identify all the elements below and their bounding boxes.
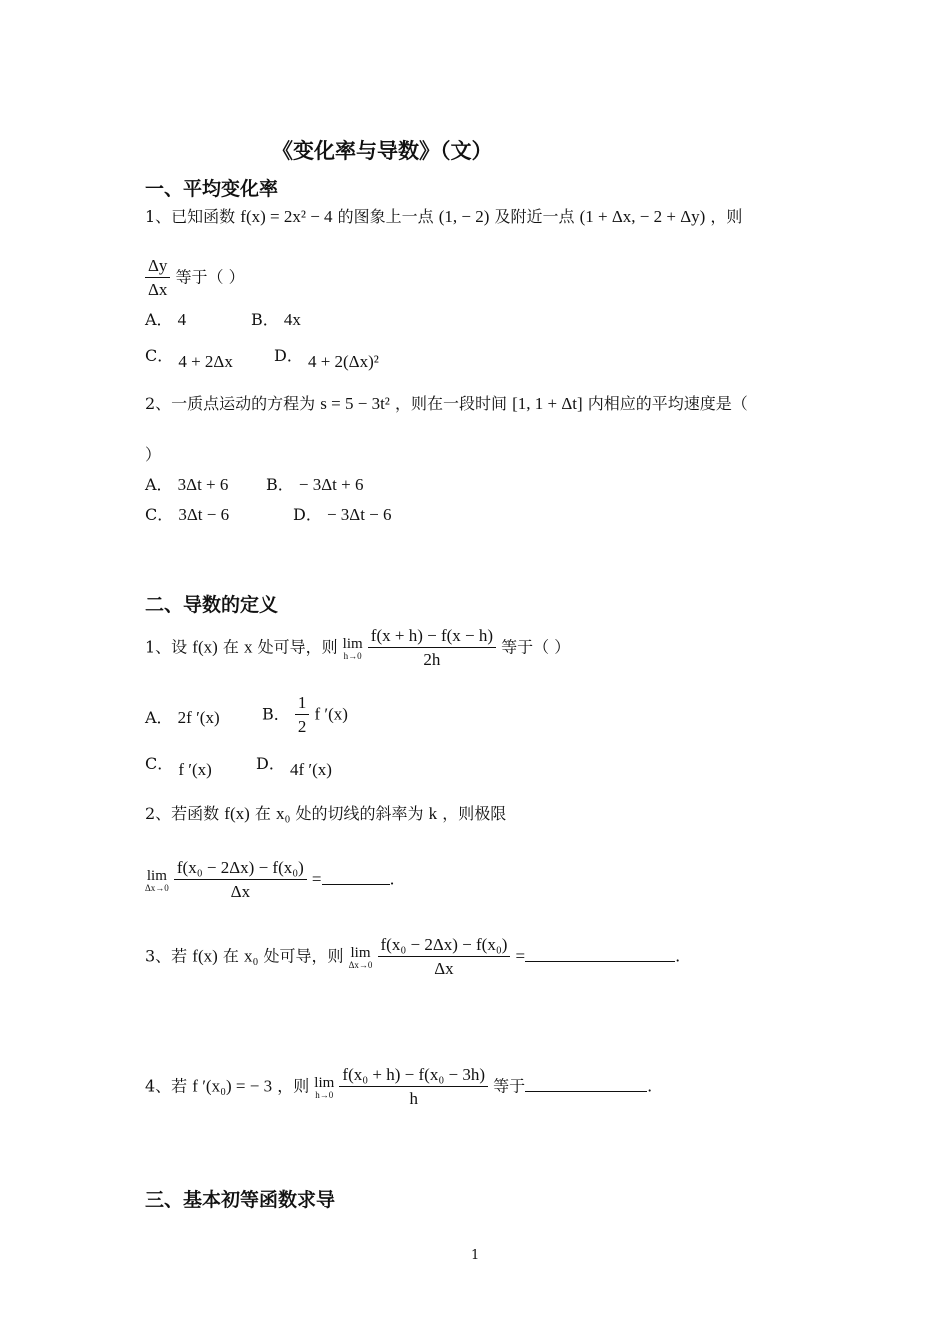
q-text: ，则极限 [442, 804, 507, 823]
q-text: 及附近一点 [494, 207, 575, 226]
q-text: 内相应的平均速度是（ [587, 394, 748, 413]
answer-blank[interactable] [525, 1091, 647, 1092]
question-1-2-close: ） [145, 445, 162, 464]
option-c [145, 343, 233, 371]
option-d [274, 343, 379, 371]
fraction [378, 935, 511, 979]
option-a [145, 472, 228, 495]
question-2-2 [145, 801, 506, 824]
question-2-2-limit [145, 858, 395, 902]
limit-subscript: Δx→0 [145, 882, 169, 893]
fraction [145, 256, 170, 300]
option-c [145, 502, 229, 525]
fraction [368, 626, 496, 670]
option-label: B． [251, 310, 279, 329]
fraction-numerator: f(x₀ − 2Δx) − f(x₀) [378, 935, 511, 957]
period: . [389, 869, 395, 889]
math-x0: x₀ [243, 946, 259, 966]
math-fx: f(x) [192, 946, 218, 966]
q-text: 2、一质点运动的方程为 [145, 394, 316, 413]
limit-subscript: Δx→0 [348, 959, 373, 970]
period: . [647, 1076, 653, 1096]
limit [343, 636, 363, 661]
period: . [675, 946, 681, 966]
option-a [145, 307, 186, 330]
limit [145, 868, 169, 893]
q-text: 4、若 [145, 1076, 188, 1096]
answer-blank[interactable] [525, 961, 675, 962]
q-text: 的图象上一点 [337, 207, 434, 226]
option-d [256, 751, 332, 779]
option-b [262, 693, 348, 737]
option-label: D． [274, 346, 303, 365]
equals-sign: = [515, 946, 526, 966]
q-text: 3、若 [145, 946, 188, 966]
math-point: (1, − 2) [438, 207, 490, 226]
math-function: f(x) = 2x² − 4 [240, 207, 333, 226]
math-fx: f(x) [224, 804, 250, 823]
section-heading-1: 一、平均变化率 [145, 178, 279, 200]
fraction-denominator: Δx [434, 959, 454, 978]
option-label: C． [145, 346, 174, 365]
limit-label: lim [314, 1074, 335, 1091]
option-value: 4 + 2Δx [178, 352, 233, 371]
math-k: k [428, 804, 438, 823]
option-value: 4 + 2(Δx)² [307, 352, 379, 371]
q-text: 处可导，则 [263, 946, 344, 966]
option-a [145, 705, 220, 728]
option-value: 4x [283, 310, 301, 329]
fraction-numerator: 1 [295, 693, 310, 715]
question-1-1-ask [145, 256, 245, 300]
option-value: f ′(x) [178, 760, 212, 779]
section-heading-2: 二、导数的定义 [145, 594, 279, 616]
q-text: ，则 [277, 1076, 310, 1096]
section-heading-3: 三、基本初等函数求导 [145, 1189, 336, 1211]
limit-subscript: h→0 [343, 650, 362, 661]
option-label: C． [145, 505, 174, 524]
option-label: A． [145, 708, 173, 727]
q-text: 在 [222, 637, 239, 657]
fraction [295, 693, 310, 737]
fraction-numerator: f(x₀ + h) − f(x₀ − 3h) [339, 1065, 488, 1087]
math-interval: [1, 1 + Δt] [512, 394, 583, 413]
q-text: 在 [222, 946, 239, 966]
math-x0: x₀ [275, 804, 291, 823]
question-2-1 [145, 626, 570, 670]
page-number: 1 [471, 1248, 480, 1263]
q-text: 在 [254, 804, 271, 823]
q-text: 处的切线的斜率为 [295, 804, 424, 823]
fraction-denominator: 2 [297, 717, 307, 736]
option-label: C． [145, 754, 174, 773]
question-1-2 [145, 391, 748, 414]
math-point-2: (1 + Δx, − 2 + Δy) [579, 207, 706, 226]
limit-label: lim [146, 867, 167, 884]
option-c [145, 751, 212, 779]
option-value: 4 [177, 310, 187, 329]
math-equation: s = 5 − 3t² [320, 394, 390, 413]
fraction-numerator: f(x₀ − 2Δx) − f(x₀) [174, 858, 307, 880]
option-b [266, 472, 363, 495]
option-value: 3Δt − 6 [178, 505, 230, 524]
q-text: 2、若函数 [145, 804, 220, 823]
limit-label: lim [350, 944, 371, 961]
option-value: 2f ′(x) [177, 708, 220, 727]
equals-sign: = [311, 869, 322, 889]
question-1-1 [145, 204, 742, 227]
fraction [339, 1065, 488, 1109]
limit [349, 945, 373, 970]
q-text: ，则在一段时间 [395, 394, 508, 413]
option-label: B． [266, 475, 294, 494]
option-value: f ′(x) [314, 704, 348, 724]
q-text: 等于 [493, 1076, 526, 1096]
fraction-denominator: Δx [230, 882, 251, 901]
q-text: 等于（ ） [175, 267, 245, 287]
q-text: 等于（ ） [501, 637, 571, 657]
fraction-numerator: f(x + h) − f(x − h) [368, 626, 496, 648]
option-value: 4f ′(x) [289, 760, 332, 779]
option-value: 3Δt + 6 [177, 475, 229, 494]
math-fx: f(x) [192, 637, 218, 657]
fraction-denominator: Δx [148, 280, 168, 299]
answer-blank[interactable] [322, 884, 390, 885]
question-2-4 [145, 1065, 652, 1109]
option-d [293, 502, 392, 525]
option-label: D． [293, 505, 322, 524]
fraction-denominator: h [409, 1089, 418, 1108]
q-text: 处可导，则 [257, 637, 338, 657]
limit [314, 1075, 334, 1100]
option-value: − 3Δt + 6 [298, 475, 364, 494]
option-label: A． [145, 310, 173, 329]
fraction-numerator: Δy [145, 256, 170, 278]
option-label: A． [145, 475, 173, 494]
q-text: 1、设 [145, 637, 188, 657]
q-text: 1、已知函数 [145, 207, 236, 226]
option-value: − 3Δt − 6 [326, 505, 392, 524]
q-text: ，则 [710, 207, 743, 226]
fraction [174, 858, 307, 902]
page-title: 《变化率与导数》（文） [272, 139, 493, 163]
math-x: x [243, 637, 253, 657]
option-b [251, 307, 301, 330]
limit-subscript: h→0 [315, 1089, 334, 1100]
question-2-3 [145, 935, 680, 979]
option-label: B． [262, 704, 290, 724]
fraction-denominator: 2h [423, 650, 441, 669]
math-condition: f ′(x₀) = − 3 [192, 1076, 273, 1096]
option-label: D． [256, 754, 285, 773]
limit-label: lim [342, 635, 363, 652]
